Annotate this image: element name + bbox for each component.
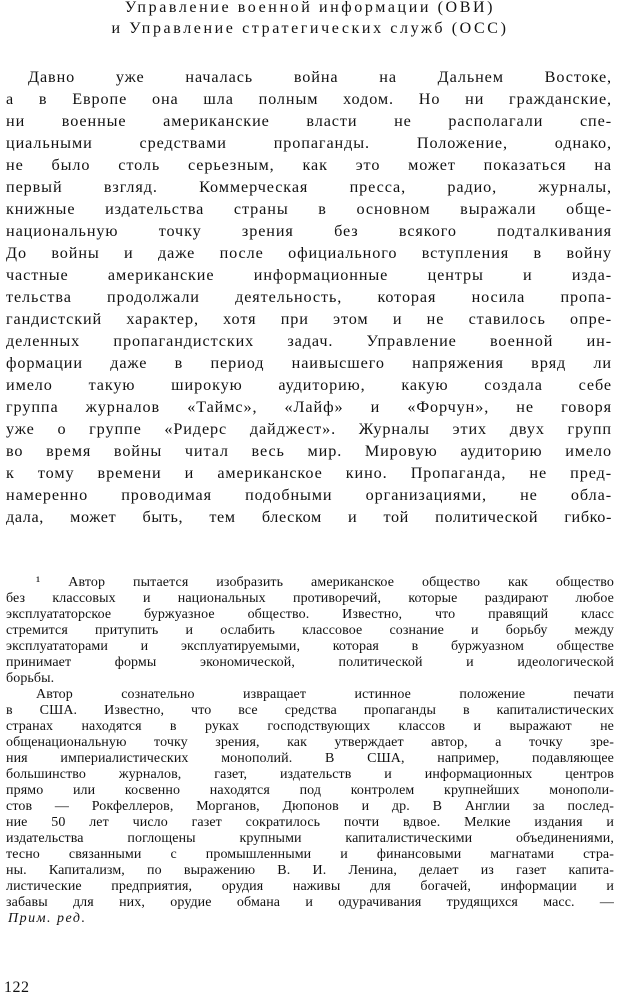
body-line: во время войны читал весь мир. Мировую аудиторию имело (6, 442, 612, 460)
footnote-line: принимает формы экономической, политической и идеологической (6, 655, 614, 670)
body-line: циальными средствами пропаганды. Положение, однако, (6, 134, 612, 152)
body-line: первый взгляд. Коммерческая пресса, радио, журналы, (6, 178, 612, 196)
body-line: намеренно проводимая подобными организациями, не обла- (6, 486, 612, 504)
footnote-line: борьбы. (6, 671, 55, 686)
body-line: До войны и даже после официального вступления в войну (6, 244, 612, 262)
footnote-line: забавы для них, орудие обмана и одурачивания трудящихся масс. — (6, 895, 614, 910)
body-line: тельства продолжали деятельность, которая носила пропа- (6, 288, 612, 306)
footnote-line: ние 50 лет число газет сократилось почти вдвое. Мелкие издания и (6, 815, 614, 830)
footnote-line: эксплуататорское буржуазное общество. Известно, что правящий класс (6, 607, 614, 622)
footnote-line: Автор сознательно извращает истинное положение печати (36, 687, 614, 702)
section-heading-line-1: Управление военной информации (ОВИ) (124, 0, 496, 16)
footnote-line: общенациональную точку зрения, как утверждает автор, а точку зре- (6, 735, 614, 750)
body-line: национальную точку зрения без всякого подталкивания (6, 222, 612, 240)
body-line: уже о группе «Ридерс дайджест». Журналы этих двух групп (6, 420, 612, 438)
body-line: не было столь серьезным, как это может показаться на (6, 156, 612, 174)
body-text (6, 66, 612, 528)
footnote-line: без классовых и национальных противоречий, которые раздирают любое (6, 591, 614, 606)
editor-note: Прим. ред. (8, 911, 87, 926)
footnote-line: странах находятся в руках господствующих классов и выражают не (6, 719, 614, 734)
footnote-line: ния империалистических монополий. В США, например, подавляющее (6, 751, 614, 766)
section-heading-line-2: и Управление стратегических служб (ОСС) (111, 20, 509, 37)
footnote-line: большинство журналов, газет, издательств и информационных центров (6, 767, 614, 782)
body-line: ни военные американские власти не располагали спе- (6, 112, 612, 130)
body-line: Давно уже началась война на Дальнем Востоке, (28, 68, 612, 86)
footnote-line: листические предприятия, орудия наживы для богачей, информации и (6, 879, 614, 894)
page-number: 122 (4, 979, 30, 996)
body-line: имело такую широкую аудиторию, какую создала себе (6, 376, 612, 394)
footnote-line: стремится притупить и ослабить классовое сознание и борьбу между (6, 623, 614, 638)
footnote-line: эксплуататорами и эксплуатируемыми, которая в буржуазном обществе (6, 639, 614, 654)
footnote-line: стов — Рокфеллеров, Морганов, Дюпонов и др. В Англии за послед- (6, 799, 614, 814)
body-line: книжные издательства страны в основном выражали обще- (6, 200, 612, 218)
body-line: частные американские информационные центры и изда- (6, 266, 612, 284)
body-line: а в Европе она шла полным ходом. Но ни гражданские, (6, 90, 612, 108)
body-line: к тому времени и американское кино. Пропаганда, не пред- (6, 464, 612, 482)
body-line: деленных пропагандистских задач. Управление военной ин- (6, 332, 612, 350)
body-line: гандистский характер, хотя при этом и не ставилось опре- (6, 310, 612, 328)
body-line: группа журналов «Таймс», «Лайф» и «Форчун», не говоря (6, 398, 612, 416)
footnote-line: тесно связанными с промышленными и финансовыми магнатами стра- (6, 847, 614, 862)
footnote-line: прямо или косвенно находятся под контролем крупнейших монополи- (6, 783, 614, 798)
footnote-line: ны. Капитализм, по выражению В. И. Ленина, делает из газет капита- (6, 863, 614, 878)
body-line: дала, может быть, тем блеском и той политической гибко- (6, 508, 612, 526)
footnote-line: издательства поглощены крупными капиталистическими объединениями, (6, 831, 614, 846)
footnote (6, 575, 614, 927)
footnote-line: ¹ Автор пытается изобразить американское общество как общество (36, 575, 614, 590)
body-line: формации даже в период наивысшего напряжения вряд ли (6, 354, 612, 372)
footnote-line: в США. Известно, что все средства пропаганды в капиталистических (6, 703, 614, 718)
